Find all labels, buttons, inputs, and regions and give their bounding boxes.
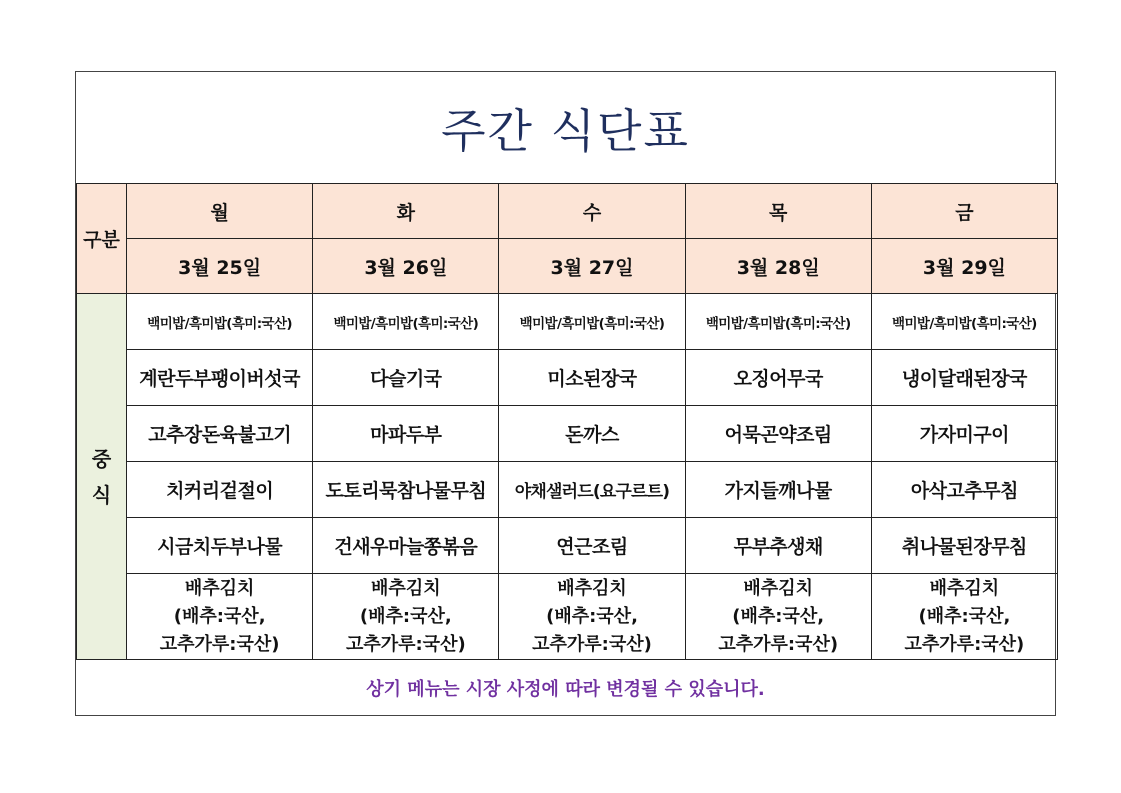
kimchi-name: 배추김치 xyxy=(929,577,1000,599)
dish-cell: 미소된장국 xyxy=(499,350,685,406)
date-thu: 3월 28일 xyxy=(685,239,871,294)
rice-cell: 백미밥/흑미밥(흑미:국산) xyxy=(499,294,685,350)
page-title: 주간 식단표 xyxy=(441,103,690,158)
kimchi-name: 배추김치 xyxy=(184,577,255,599)
meal-label xyxy=(77,294,127,660)
dish-cell: 시금치두부나물 xyxy=(127,518,313,574)
dish-cell: 마파두부 xyxy=(313,406,499,462)
date-fri: 3월 29일 xyxy=(871,239,1057,294)
kimchi-origin-2: 고추가루:국산) xyxy=(159,633,280,655)
dish-cell: 건새우마늘쫑볶음 xyxy=(313,518,499,574)
weekly-menu-table xyxy=(76,183,1058,660)
kimchi-cell xyxy=(871,574,1057,660)
dish-cell: 치커리겉절이 xyxy=(127,462,313,518)
rice-cell: 백미밥/흑미밥(흑미:국산) xyxy=(871,294,1057,350)
dish-cell: 가지들깨나물 xyxy=(685,462,871,518)
kimchi-name: 배추김치 xyxy=(371,577,441,599)
dish-cell: 어묵곤약조림 xyxy=(685,406,871,462)
kimchi-name: 배추김치 xyxy=(743,577,813,599)
day-mon: 월 xyxy=(127,184,313,239)
soup-row xyxy=(77,350,1058,406)
date-tue: 3월 26일 xyxy=(313,239,499,294)
dish-cell: 연근조림 xyxy=(499,518,685,574)
day-tue: 화 xyxy=(313,184,499,239)
date-wed: 3월 27일 xyxy=(499,239,685,294)
rice-row xyxy=(77,294,1058,350)
day-header-row xyxy=(77,184,1058,239)
date-header-row xyxy=(77,239,1058,294)
day-thu: 목 xyxy=(685,184,871,239)
kimchi-origin-1: (배추:국산, xyxy=(359,605,452,627)
dish-cell: 야채샐러드(요구르트) xyxy=(499,462,685,518)
dish-cell: 무부추생채 xyxy=(685,518,871,574)
rice-cell: 백미밥/흑미밥(흑미:국산) xyxy=(313,294,499,350)
dish-cell: 냉이달래된장국 xyxy=(871,350,1057,406)
kimchi-origin-2: 고추가루:국산) xyxy=(532,633,652,655)
dish-cell: 돈까스 xyxy=(499,406,685,462)
rice-cell: 백미밥/흑미밥(흑미:국산) xyxy=(685,294,871,350)
dish-cell: 가자미구이 xyxy=(871,406,1057,462)
dish-cell: 아삭고추무침 xyxy=(871,462,1057,518)
kimchi-name: 배추김치 xyxy=(557,577,627,599)
kimchi-origin-1: (배추:국산, xyxy=(546,605,638,627)
dish-cell: 다슬기국 xyxy=(313,350,499,406)
kimchi-cell xyxy=(127,574,313,660)
side-dish-row-1 xyxy=(77,462,1058,518)
kimchi-origin-1: (배추:국산, xyxy=(918,605,1011,627)
dish-cell: 취나물된장무침 xyxy=(871,518,1057,574)
kimchi-origin-2: 고추가루:국산) xyxy=(718,633,839,655)
gubun-label: 구분 xyxy=(77,184,127,294)
side-dish-row-2 xyxy=(77,518,1058,574)
date-mon: 3월 25일 xyxy=(127,239,313,294)
dish-cell: 계란두부팽이버섯국 xyxy=(127,350,313,406)
kimchi-cell xyxy=(499,574,685,660)
dish-cell: 고추장돈육불고기 xyxy=(127,406,313,462)
kimchi-origin-2: 고추가루:국산) xyxy=(904,633,1025,655)
kimchi-row xyxy=(77,574,1058,660)
day-wed: 수 xyxy=(499,184,685,239)
menu-sheet xyxy=(75,71,1056,716)
kimchi-cell xyxy=(313,574,499,660)
kimchi-origin-1: (배추:국산, xyxy=(173,605,266,627)
kimchi-origin-2: 고추가루:국산) xyxy=(345,633,466,655)
meal-label-text: 중 식 xyxy=(91,446,112,507)
kimchi-origin-1: (배추:국산, xyxy=(732,605,825,627)
main-dish-row xyxy=(77,406,1058,462)
dish-cell: 오징어무국 xyxy=(685,350,871,406)
rice-cell: 백미밥/흑미밥(흑미:국산) xyxy=(127,294,313,350)
day-fri: 금 xyxy=(871,184,1057,239)
footer-notice: 상기 메뉴는 시장 사정에 따라 변경될 수 있습니다. xyxy=(366,679,765,700)
dish-cell: 도토리묵참나물무침 xyxy=(313,462,499,518)
kimchi-cell xyxy=(685,574,871,660)
